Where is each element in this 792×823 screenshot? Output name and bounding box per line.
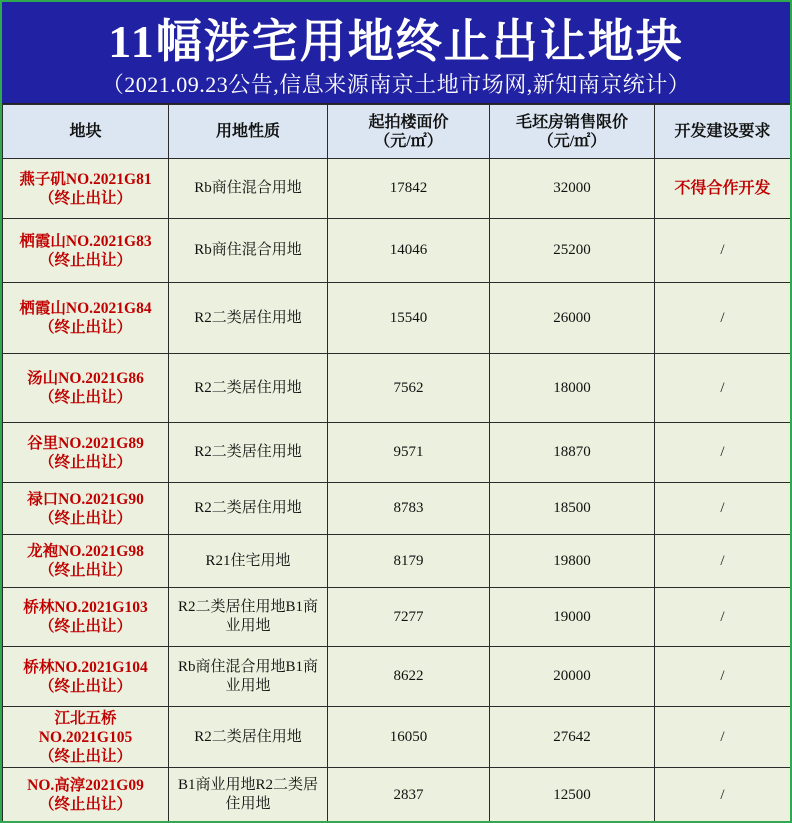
plot-status: （终止出让） [38,453,132,471]
plot-name: NO.高淳2021G09 [27,777,144,794]
column-header-label: 起拍楼面价 [368,113,449,131]
column-header-start-price [328,105,490,159]
table-row [3,354,791,423]
plot-cell [3,423,169,483]
start-price-cell: 17842 [328,159,490,219]
page-title: 11幅涉宅用地终止出让地块 [108,16,684,67]
sale-price-cap-cell: 32000 [490,159,655,219]
start-price-cell: 15540 [328,283,490,354]
sale-price-cap-cell: 18500 [490,483,655,535]
plot-status: （终止出让） [38,251,132,269]
table-row [3,423,791,483]
sale-price-cap-cell: 19000 [490,588,655,647]
plot-status: （终止出让） [38,677,132,695]
sale-price-cap-cell: 20000 [490,647,655,707]
start-price-cell: 8179 [328,535,490,588]
plot-cell [3,588,169,647]
column-header-unit: （元/㎡） [537,132,607,150]
requirement-cell: / [655,768,791,823]
sale-price-cap-cell: 27642 [490,707,655,768]
plot-name: 栖霞山NO.2021G84 [19,300,152,317]
column-header-requirement [655,105,791,159]
requirement-cell: / [655,707,791,768]
start-price-cell: 2837 [328,768,490,823]
plot-name: 龙袍NO.2021G98 [27,543,144,560]
table-row [3,483,791,535]
start-price-cell: 9571 [328,423,490,483]
column-header-label: 开发建设要求 [674,123,771,140]
plot-name: 江北五桥 [54,709,117,727]
column-header-label: 用地性质 [215,123,280,140]
table-row [3,707,791,768]
plot-status: （终止出让） [38,747,132,765]
plot-name: 汤山NO.2021G86 [27,370,144,387]
plot-name: 燕子矶NO.2021G81 [19,170,152,188]
requirement-cell: / [655,483,791,535]
start-price-cell: 16050 [328,707,490,768]
plot-cell [3,159,169,219]
requirement-cell: / [655,283,791,354]
land-use-cell: Rb商住混合用地B1商业用地 [169,647,328,707]
land-use-cell: R2二类居住用地 [169,283,328,354]
start-price-cell: 14046 [328,219,490,283]
plot-cell [3,707,169,768]
table-row [3,768,791,823]
plot-status: （终止出让） [38,562,132,579]
sale-price-cap-cell: 18000 [490,354,655,423]
plot-name: 禄口NO.2021G90 [27,490,144,508]
plot-name: 桥林NO.2021G103 [23,599,148,616]
plot-status: （终止出让） [38,618,132,635]
column-header-sale-price-cap [490,105,655,159]
land-plots-table [2,104,791,823]
plot-status: （终止出让） [38,319,132,336]
plot-status: （终止出让） [38,509,132,527]
land-use-cell: R2二类居住用地 [169,423,328,483]
requirement-cell: / [655,423,791,483]
table-row [3,588,791,647]
land-use-cell: Rb商住混合用地 [169,219,328,283]
table-header-row [3,105,791,159]
column-header-label: 毛坯房销售限价 [515,113,628,131]
start-price-cell: 7277 [328,588,490,647]
sale-price-cap-cell: 25200 [490,219,655,283]
land-use-cell: Rb商住混合用地 [169,159,328,219]
plot-status: （终止出让） [38,189,132,207]
column-header-plot [3,105,169,159]
table-row [3,647,791,707]
land-use-cell: R2二类居住用地 [169,354,328,423]
column-header-land-use [169,105,328,159]
requirement-cell: 不得合作开发 [655,159,791,219]
requirement-cell: / [655,647,791,707]
sale-price-cap-cell: 18870 [490,423,655,483]
plot-cell [3,768,169,823]
plot-cell [3,535,169,588]
plot-name: 桥林NO.2021G104 [23,658,148,676]
page-subtitle: （2021.09.23公告,信息来源南京土地市场网,新知南京统计） [101,72,691,97]
requirement-cell: / [655,354,791,423]
sale-price-cap-cell: 26000 [490,283,655,354]
start-price-cell: 7562 [328,354,490,423]
sale-price-cap-cell: 12500 [490,768,655,823]
column-header-label: 地块 [69,123,102,140]
table-row [3,535,791,588]
land-use-cell: B1商业用地R2二类居住用地 [169,768,328,823]
plot-cell [3,283,169,354]
plot-cell [3,483,169,535]
plot-cell [3,647,169,707]
plot-cell [3,219,169,283]
column-header-unit: （元/㎡） [374,132,443,150]
plot-status: （终止出让） [38,389,132,406]
plot-name-code: NO.2021G105 [38,728,133,746]
land-use-cell: R2二类居住用地 [169,483,328,535]
sale-price-cap-cell: 19800 [490,535,655,588]
plot-cell [3,354,169,423]
requirement-cell: / [655,588,791,647]
land-use-cell: R21住宅用地 [169,535,328,588]
table-row [3,283,791,354]
requirement-cell: / [655,535,791,588]
land-use-cell: R2二类居住用地 [169,707,328,768]
table-row [3,159,791,219]
requirement-cell: / [655,219,791,283]
plot-status: （终止出让） [38,796,132,813]
start-price-cell: 8622 [328,647,490,707]
plot-name: 栖霞山NO.2021G83 [19,232,152,250]
plot-name: 谷里NO.2021G89 [27,434,144,452]
title-banner [2,2,790,104]
table-row [3,219,791,283]
land-use-cell: R2二类居住用地B1商业用地 [169,588,328,647]
start-price-cell: 8783 [328,483,490,535]
